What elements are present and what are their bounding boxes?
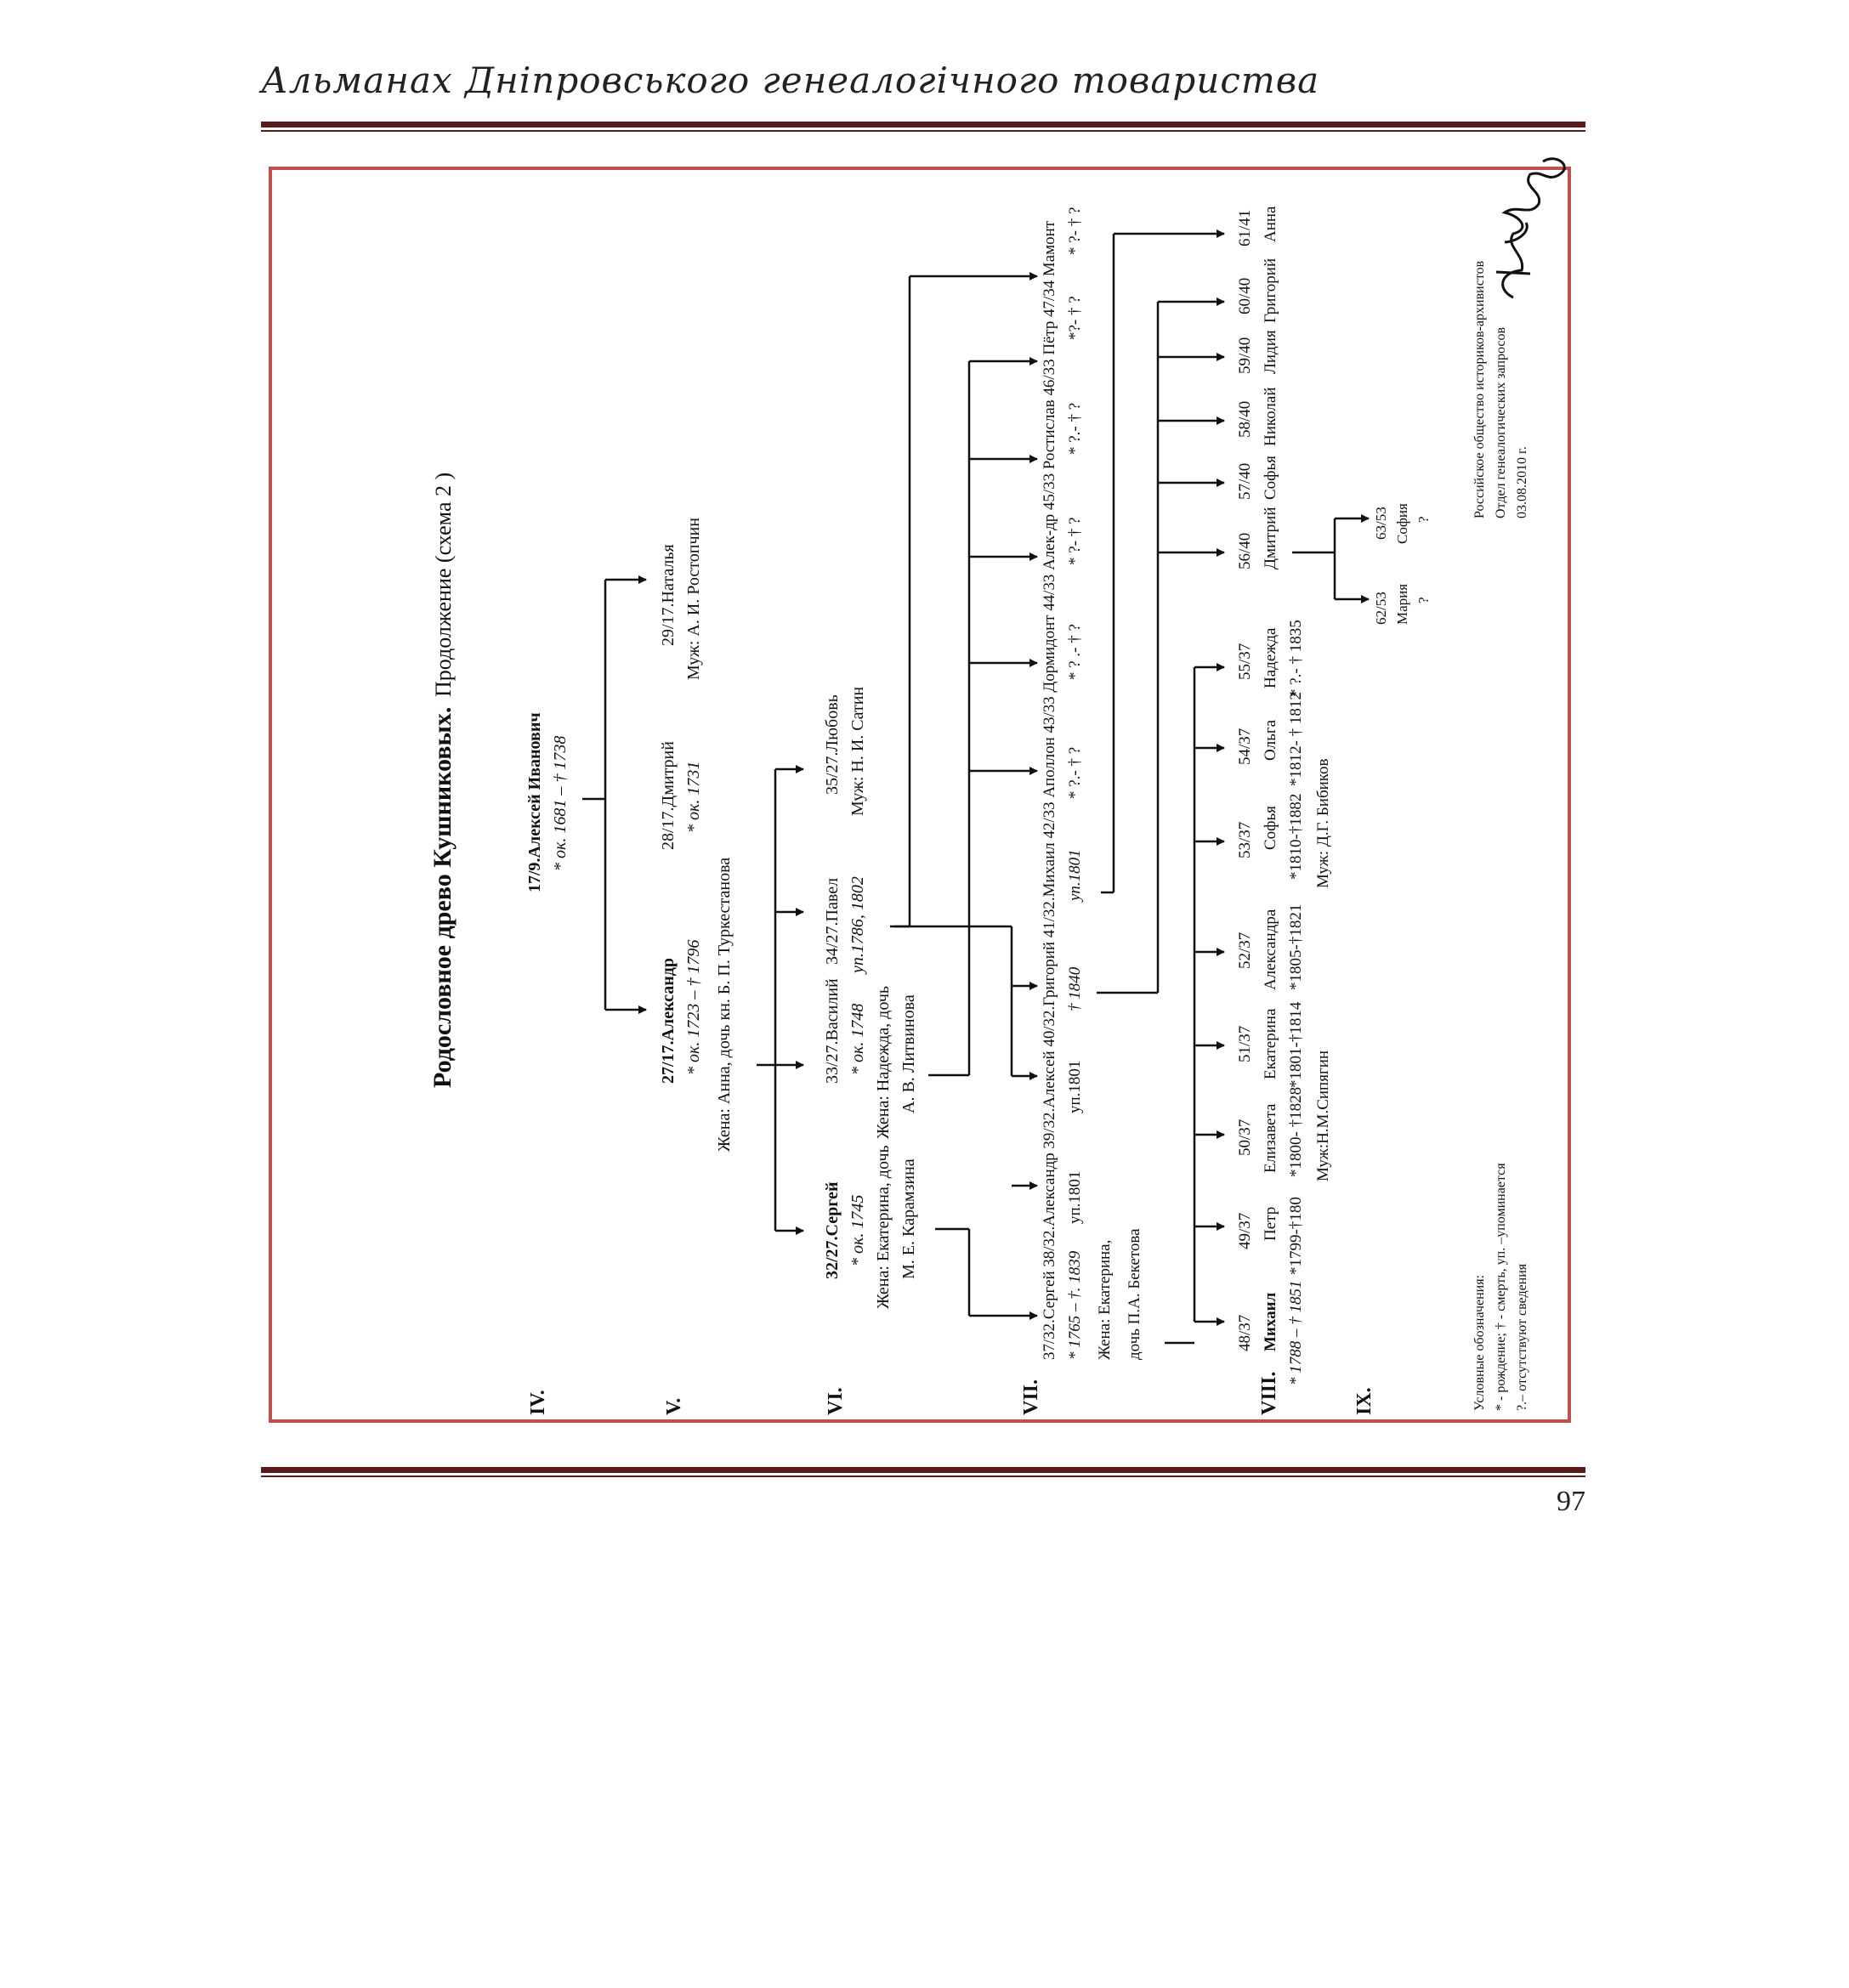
person-number: 52/37 <box>1236 932 1254 969</box>
person-37-spouse-2: дочь П.А. Бекетова <box>1126 1228 1143 1360</box>
person-63 <box>1373 503 1432 544</box>
person-name: Софья <box>1262 456 1279 500</box>
person-34-27-name: 34/27.Павел <box>823 877 842 965</box>
tree-title: Родословное древо Кушниковых. <box>428 706 457 1088</box>
generation-label: V. <box>663 1397 685 1415</box>
person-32-27-name: 32/27.Сергей <box>823 1181 842 1279</box>
person-17-9-dates: * ок. 1681 – † 1738 <box>551 735 570 871</box>
person-number: 56/40 <box>1236 532 1254 569</box>
person-name: Софья <box>1262 806 1279 850</box>
person-34-27-dates: уп.1786, 1802 <box>848 876 867 973</box>
gen7-dates-40: † 1840 <box>1066 966 1084 1011</box>
person-51 <box>1236 1001 1305 1088</box>
person-32-27-spouse-1: Жена: Екатерина, дочь <box>874 1145 893 1309</box>
person-27-17-spouse: Жена: Анна, дочь кн. Б. П. Туркестанова <box>715 857 734 1152</box>
generation-7-names: 37/32.Сергей 38/32.Александр 39/32.Алексей 40/32.Григорий 41/32.Михаил 42/33 Аполлон 43/33 Дормидонт 44/33 Алек-др 45/33 Ростислав 46/33 Пётр 47/34 Мамонт <box>1041 216 1058 1360</box>
generation-4 <box>525 712 570 892</box>
gen7-dates-41: уп.1801 <box>1066 849 1084 901</box>
person-37-spouse-1: Жена: Екатерина, <box>1096 1239 1114 1360</box>
person-53 <box>1236 758 1332 888</box>
person-59 <box>1236 330 1279 374</box>
person-spouse: Муж:Н.М.Сипягин <box>1314 1050 1332 1181</box>
gen7-dates-47: * ?- † ? <box>1066 207 1084 255</box>
person-name: Анна <box>1262 206 1279 242</box>
person-27-17-dates: * ок. 1723 – † 1796 <box>684 939 703 1075</box>
generation-5 <box>659 518 734 1152</box>
person-number: 53/37 <box>1236 821 1254 858</box>
person-49 <box>1236 1197 1305 1275</box>
person-dates: *1799-†180 <box>1287 1197 1305 1275</box>
generation-label: VI. <box>825 1387 847 1415</box>
person-60 <box>1236 258 1279 323</box>
running-title: Альманах Дніпровського генеалогічного товариства <box>261 59 1320 101</box>
person-dates: *1810-†1882 <box>1287 793 1305 880</box>
person-name: Ольга <box>1262 719 1279 761</box>
person-28-17-name: 28/17.Дмитрий <box>659 741 678 850</box>
page-number: 97 <box>1557 1486 1585 1517</box>
person-57 <box>1236 456 1279 500</box>
person-name: Николай <box>1262 387 1279 446</box>
legend-line: ?.– отсутствуют сведения <box>1515 1263 1529 1411</box>
diagram-title <box>428 473 457 1088</box>
person-name: Михаил <box>1262 1292 1279 1351</box>
person-name: София <box>1394 503 1410 544</box>
legend-line: * - рождение; † - смерть, уп. –упоминается <box>1494 1163 1508 1411</box>
person-name: Петр <box>1262 1206 1279 1241</box>
generation-6 <box>823 687 918 1309</box>
person-number: 63/53 <box>1373 507 1389 540</box>
person-number: 50/37 <box>1236 1119 1254 1156</box>
gen7-dates-38: уп.1801 <box>1066 1170 1084 1224</box>
person-dates: ? <box>1415 516 1432 523</box>
generation-label: IX. <box>1353 1387 1375 1415</box>
person-name: Екатерина <box>1262 1008 1279 1079</box>
tree-subtitle: Продолжение (схема 2 ) <box>431 472 456 697</box>
generation-7 <box>1041 207 1143 1360</box>
person-dates: * ?.- † 1835 <box>1287 620 1305 697</box>
person-number: 58/40 <box>1236 400 1254 438</box>
gen7-dates-39: уп.1801 <box>1066 1060 1084 1113</box>
person-number: 57/40 <box>1236 462 1254 500</box>
person-32-27-dates: * ок. 1745 <box>848 1194 867 1266</box>
person-33-27-dates: * ок. 1748 <box>848 1003 867 1075</box>
generation-8b <box>1236 206 1279 569</box>
legend-title: Условные обозначения: <box>1472 1274 1487 1411</box>
person-54 <box>1236 692 1305 786</box>
person-35-27-spouse: Муж: Н. И. Сатин <box>848 686 867 816</box>
gen7-dates-43: * ? .- † ? <box>1066 624 1084 680</box>
person-33-27-spouse-1: Жена: Надежда, дочь <box>874 986 893 1139</box>
archive-date: 03.08.2010 г. <box>1515 446 1529 518</box>
person-number: 59/40 <box>1236 337 1254 374</box>
signature <box>1496 159 1564 297</box>
generation-labels <box>527 1372 1375 1415</box>
person-spouse: Муж: Д.Г. Бибиков <box>1314 758 1332 888</box>
person-name: Мария <box>1394 583 1410 625</box>
person-29-17-name: 29/17.Наталья <box>659 544 678 646</box>
generation-label: IV. <box>527 1390 549 1415</box>
person-name: Надежда <box>1262 627 1279 688</box>
generation-8 <box>1236 620 1332 1385</box>
generation-label: VIII. <box>1258 1371 1280 1415</box>
person-number: 61/41 <box>1236 209 1254 246</box>
person-17-9-name: 17/9.Алексей Иванович <box>525 712 544 892</box>
person-52 <box>1236 904 1305 990</box>
person-29-17-spouse: Муж: А. И. Ростопчин <box>684 518 703 680</box>
person-33-27-spouse-2: А. В. Литвинова <box>899 994 918 1113</box>
person-name: Григорий <box>1262 258 1279 323</box>
person-dates: *1812- † 1812 <box>1287 692 1305 786</box>
person-dates: ? <box>1415 597 1432 603</box>
person-61 <box>1236 206 1279 246</box>
archive-footer <box>1472 260 1529 518</box>
generation-label: VII. <box>1020 1379 1042 1415</box>
person-50 <box>1236 1051 1332 1181</box>
archive-dept: Отдел генеалогических запросов <box>1494 326 1508 518</box>
person-35-27-name: 35/27.Любовь <box>823 694 842 795</box>
person-55 <box>1236 620 1305 697</box>
gen7-dates-37: * 1765 – †. 1839 <box>1066 1250 1084 1360</box>
person-number: 49/37 <box>1236 1212 1254 1249</box>
person-32-27-spouse-2: М. Е. Карамзина <box>899 1158 918 1279</box>
person-name: Лидия <box>1262 330 1279 374</box>
archive-org: Российское общество историков-архивистов <box>1472 260 1487 518</box>
person-48 <box>1236 1281 1305 1386</box>
person-58 <box>1236 388 1279 447</box>
person-28-17-dates: * ок. 1731 <box>684 761 703 833</box>
gen7-dates-42: * ?.- † ? <box>1066 746 1084 799</box>
person-dates: * 1788 – † 1851 <box>1287 1280 1305 1385</box>
person-number: 62/53 <box>1373 592 1389 625</box>
person-33-27-name: 33/27.Василий <box>823 978 842 1084</box>
person-dates: *1805-†1821 <box>1287 903 1305 990</box>
gen7-dates-44: * ?- † ? <box>1066 517 1084 565</box>
person-dates: *1800- †1828 <box>1287 1086 1305 1177</box>
person-number: 48/37 <box>1236 1314 1254 1351</box>
person-27-17-name: 27/17.Александр <box>659 957 678 1084</box>
person-number: 60/40 <box>1236 277 1254 314</box>
person-dates: *1801-†1814 <box>1287 1001 1305 1088</box>
person-number: 51/37 <box>1236 1025 1254 1062</box>
footer-rule <box>261 1467 1585 1473</box>
person-number: 54/37 <box>1236 728 1254 765</box>
gen7-dates-45: * ?.- † ? <box>1066 402 1084 455</box>
gen7-dates-46: *?- † ? <box>1066 296 1084 340</box>
person-name: Дмитрий <box>1262 507 1279 569</box>
person-name: Елизавета <box>1262 1103 1279 1173</box>
person-number: 55/37 <box>1236 643 1254 680</box>
person-56 <box>1236 507 1279 569</box>
person-name: Александра <box>1262 909 1279 990</box>
person-62 <box>1373 584 1432 625</box>
footer-rule-thin <box>261 1475 1585 1477</box>
generation-9 <box>1373 503 1432 625</box>
legend <box>1472 1163 1529 1411</box>
